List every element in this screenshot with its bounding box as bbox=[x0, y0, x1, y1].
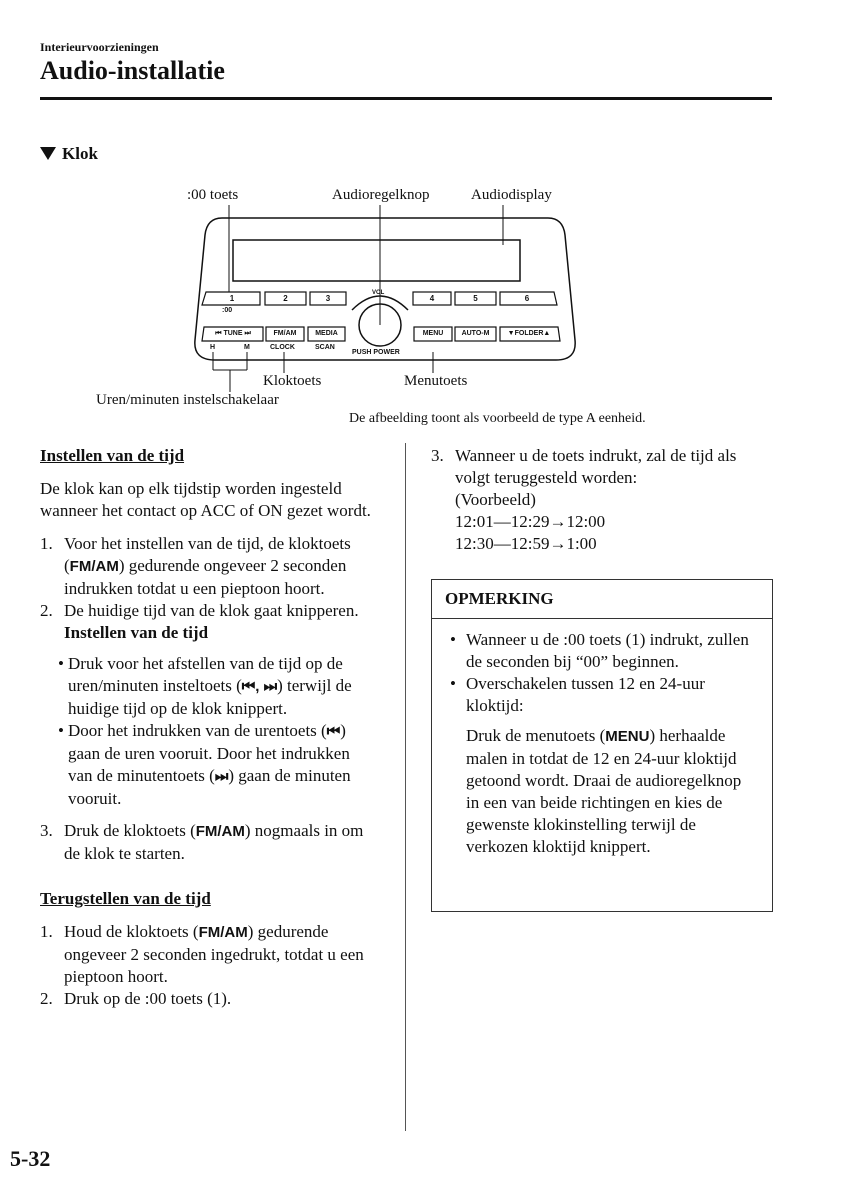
media-button: MEDIA bbox=[315, 330, 338, 337]
subsection-heading bbox=[40, 144, 98, 164]
push-power-label: PUSH POWER bbox=[352, 349, 400, 356]
preset-button-3: 3 bbox=[325, 294, 331, 303]
step-text: De huidige tijd van de klok gaat knipperen. bbox=[64, 601, 359, 620]
bullet-text: Druk voor het afstellen van de tijd op de uren/minuten insteltoets ( bbox=[68, 654, 343, 695]
step-3 bbox=[40, 820, 375, 865]
minute-key: ⏭ bbox=[214, 768, 229, 785]
preset-button-4: 4 bbox=[429, 294, 435, 303]
step-1 bbox=[40, 533, 375, 600]
heading-reset-time: Terugstellen van de tijd bbox=[40, 889, 211, 908]
folder-button: ▼FOLDER▲ bbox=[507, 330, 551, 337]
tune-button: ⏮ TUNE ⏭ bbox=[215, 330, 251, 337]
triangle-marker-icon bbox=[40, 147, 56, 160]
fmam-key: FM/AM bbox=[195, 823, 245, 840]
step-text: ) gedurende ongeveer 2 seconden indrukken totdat u een pieptoon hoort. bbox=[64, 556, 347, 598]
step-text: ) nogmaals in om de klok te starten. bbox=[64, 821, 364, 863]
preset-1-sub: :00 bbox=[222, 307, 233, 314]
tune-h-label: H bbox=[210, 344, 216, 351]
note-text: Overschakelen tussen 12 en 24-uur kloktijd: bbox=[466, 674, 705, 715]
scan-sub-label: SCAN bbox=[315, 344, 335, 351]
note-box bbox=[431, 579, 773, 912]
step-number: 3. bbox=[40, 821, 53, 840]
figure-caption: De afbeelding toont als voorbeeld de type A eenheid. bbox=[349, 411, 646, 426]
vol-label: VOL bbox=[372, 290, 385, 296]
note-bullet-1 bbox=[450, 629, 752, 673]
step-text: Houd de kloktoets ( bbox=[64, 922, 199, 941]
step-text: Voor het instellen van de tijd, de kloktoets ( bbox=[64, 534, 351, 575]
fmam-key: FM/AM bbox=[69, 558, 119, 575]
bullet-text: ) gaan de uren vooruit. Door het indrukken van de minutentoets ( bbox=[68, 721, 350, 785]
title-rule bbox=[40, 97, 772, 100]
step-number: 2. bbox=[40, 989, 53, 1008]
step-number: 3. bbox=[431, 446, 444, 465]
step-3-reset bbox=[431, 445, 771, 555]
example-line-2: 12:30—12:59→1:00 bbox=[455, 534, 597, 553]
bullet-2 bbox=[58, 720, 375, 810]
left-column bbox=[40, 445, 375, 1010]
bullet-dot-icon: • bbox=[58, 721, 64, 740]
subsection-title: Klok bbox=[62, 144, 98, 163]
reset-step-2 bbox=[40, 988, 375, 1010]
note-text: Druk de menutoets ( bbox=[466, 726, 606, 745]
tune-m-label: M bbox=[244, 344, 250, 351]
example-line-1: 12:01—12:29→12:00 bbox=[455, 512, 606, 531]
bullet-dot-icon: • bbox=[450, 674, 456, 693]
step-text: ) gedurende ongeveer 2 seconden ingedrukt, totdat u een pieptoon hoort. bbox=[64, 922, 364, 986]
fmam-key: FM/AM bbox=[198, 924, 248, 941]
menu-button: MENU bbox=[422, 330, 444, 337]
example-label: (Voorbeeld) bbox=[455, 490, 536, 509]
preset-button-6: 6 bbox=[524, 294, 530, 303]
step-number: 1. bbox=[40, 534, 53, 553]
step-subheading: Instellen van de tijd bbox=[64, 623, 209, 642]
label-00-button: :00 toets bbox=[187, 187, 239, 203]
note-bullet-2 bbox=[450, 673, 752, 858]
reset-step-1 bbox=[40, 921, 375, 988]
note-text: Wanneer u de :00 toets (1) indrukt, zullen de seconden bij “00” beginnen. bbox=[466, 630, 749, 671]
step-text: Druk de kloktoets ( bbox=[64, 821, 196, 840]
bullet-1 bbox=[58, 653, 375, 720]
page-number: 5-32 bbox=[10, 1146, 51, 1171]
fmam-button: FM/AM bbox=[273, 330, 297, 337]
tune-keys: ⏮, ⏭ bbox=[241, 678, 278, 695]
step-number: 2. bbox=[40, 601, 53, 620]
hour-key: ⏮ bbox=[326, 723, 341, 740]
step-text: Druk op de :00 toets (1). bbox=[64, 989, 232, 1008]
step-2 bbox=[40, 600, 375, 644]
page-title: Audio-installatie bbox=[40, 56, 225, 85]
note-body bbox=[432, 619, 772, 858]
step-text: Wanneer u de toets indrukt, zal de tijd als volgt teruggesteld worden: bbox=[455, 446, 737, 487]
bullet-dot-icon: • bbox=[450, 630, 456, 649]
autom-button: AUTO-M bbox=[461, 330, 490, 337]
label-audio-display: Audiodisplay bbox=[471, 187, 552, 203]
heading-set-time: Instellen van de tijd bbox=[40, 446, 185, 465]
preset-button-5: 5 bbox=[473, 294, 478, 303]
section-label: Interieurvoorzieningen bbox=[40, 40, 159, 54]
label-menu-button: Menutoets bbox=[404, 373, 468, 389]
intro-text: De klok kan op elk tijdstip worden ingesteld wanneer het contact op ACC of ON gezet wordt. bbox=[40, 479, 371, 520]
clock-sub-label: CLOCK bbox=[270, 344, 295, 351]
step-number: 1. bbox=[40, 922, 53, 941]
bullet-dot-icon: • bbox=[58, 654, 64, 673]
column-divider bbox=[405, 443, 406, 1131]
label-hm-switch: Uren/minuten instelschakelaar bbox=[96, 392, 279, 408]
label-audio-knob: Audioregelknop bbox=[332, 187, 430, 203]
label-clock-button: Kloktoets bbox=[263, 373, 322, 389]
display-screen bbox=[233, 240, 520, 281]
bullet-text: ) terwijl de huidige tijd op de klok knippert. bbox=[68, 676, 352, 718]
preset-button-1: 1 bbox=[229, 294, 235, 303]
note-text: ) herhaalde malen in totdat de 12 en 24-uur kloktijd getoond wordt. Draai de audioregelknop in een van beide richtingen en kies de gewenste klokinstelling terwijl de verkozen kloktijd knippert. bbox=[466, 726, 742, 856]
preset-button-2: 2 bbox=[283, 294, 288, 303]
bullet-text: Door het indrukken van de urentoets ( bbox=[68, 721, 327, 740]
note-title: OPMERKING bbox=[432, 580, 772, 619]
right-column bbox=[431, 445, 771, 555]
bullet-text: ) gaan de minuten vooruit. bbox=[68, 766, 351, 808]
menu-key: MENU bbox=[605, 728, 650, 745]
